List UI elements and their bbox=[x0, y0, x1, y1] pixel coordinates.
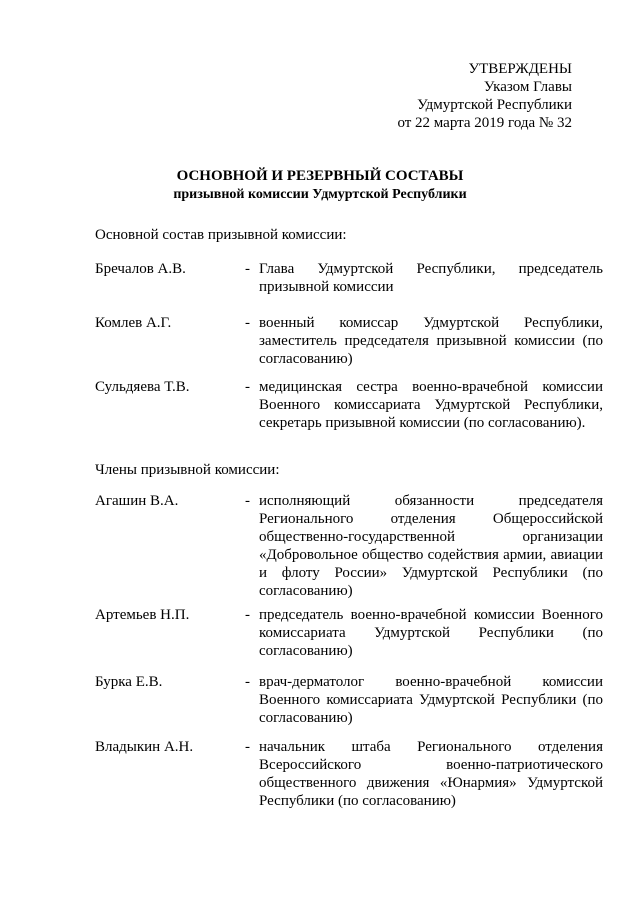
member-role: исполняющий обязанности председателя Регионального отделения Общероссийской общественно-государственной организации «Добровольное общество содействия армии, авиации и флоту России» Удмуртской Республики (по согласованию) bbox=[259, 493, 603, 599]
approval-line: от 22 марта 2019 года № 32 bbox=[397, 115, 572, 131]
member-role: начальник штаба Регионального отделения Всероссийского военно-патриотического общественного движения «Юнармия» Удмуртской Республики (по согласованию) bbox=[259, 739, 603, 809]
entry-dash: - bbox=[245, 739, 250, 755]
entry-dash: - bbox=[245, 607, 250, 623]
member-name: Артемьев Н.П. bbox=[95, 607, 190, 623]
approval-line: УТВЕРЖДЕНЫ bbox=[468, 61, 572, 77]
section-heading-main: Основной состав призывной комиссии: bbox=[95, 227, 347, 243]
entry-dash: - bbox=[245, 315, 250, 331]
member-role: Глава Удмуртской Республики, председатель призывной комиссии bbox=[259, 261, 603, 295]
member-name: Комлев А.Г. bbox=[95, 315, 172, 331]
approval-line: Удмуртской Республики bbox=[417, 97, 572, 113]
entry-dash: - bbox=[245, 493, 250, 509]
entry-dash: - bbox=[245, 674, 250, 690]
member-role: медицинская сестра военно-врачебной комиссии Военного комиссариата Удмуртской Республики, секретарь призывной комиссии (по согласованию). bbox=[259, 379, 603, 431]
member-name: Бурка Е.В. bbox=[95, 674, 163, 690]
member-role: военный комиссар Удмуртской Республики, заместитель председателя призывной комиссии (по согласованию) bbox=[259, 315, 603, 367]
member-name: Бречалов А.В. bbox=[95, 261, 186, 277]
approval-stamp bbox=[397, 60, 572, 132]
entry-dash: - bbox=[245, 261, 250, 277]
member-name: Сульдяева Т.В. bbox=[95, 379, 190, 395]
entry-dash: - bbox=[245, 379, 250, 395]
section-heading-members: Члены призывной комиссии: bbox=[95, 462, 280, 478]
approval-line: Указом Главы bbox=[483, 79, 572, 95]
member-role: председатель военно-врачебной комиссии Военного комиссариата Удмуртской Республики (по согласованию) bbox=[259, 607, 603, 659]
title-main: ОСНОВНОЙ И РЕЗЕРВНЫЙ СОСТАВЫ bbox=[176, 168, 464, 184]
member-name: Агашин В.А. bbox=[95, 493, 179, 509]
member-role: врач-дерматолог военно-врачебной комиссии Военного комиссариата Удмуртской Республики (по согласованию) bbox=[259, 674, 603, 726]
document-title bbox=[0, 166, 640, 204]
member-name: Владыкин А.Н. bbox=[95, 739, 194, 755]
title-sub: призывной комиссии Удмуртской Республики bbox=[173, 187, 467, 202]
